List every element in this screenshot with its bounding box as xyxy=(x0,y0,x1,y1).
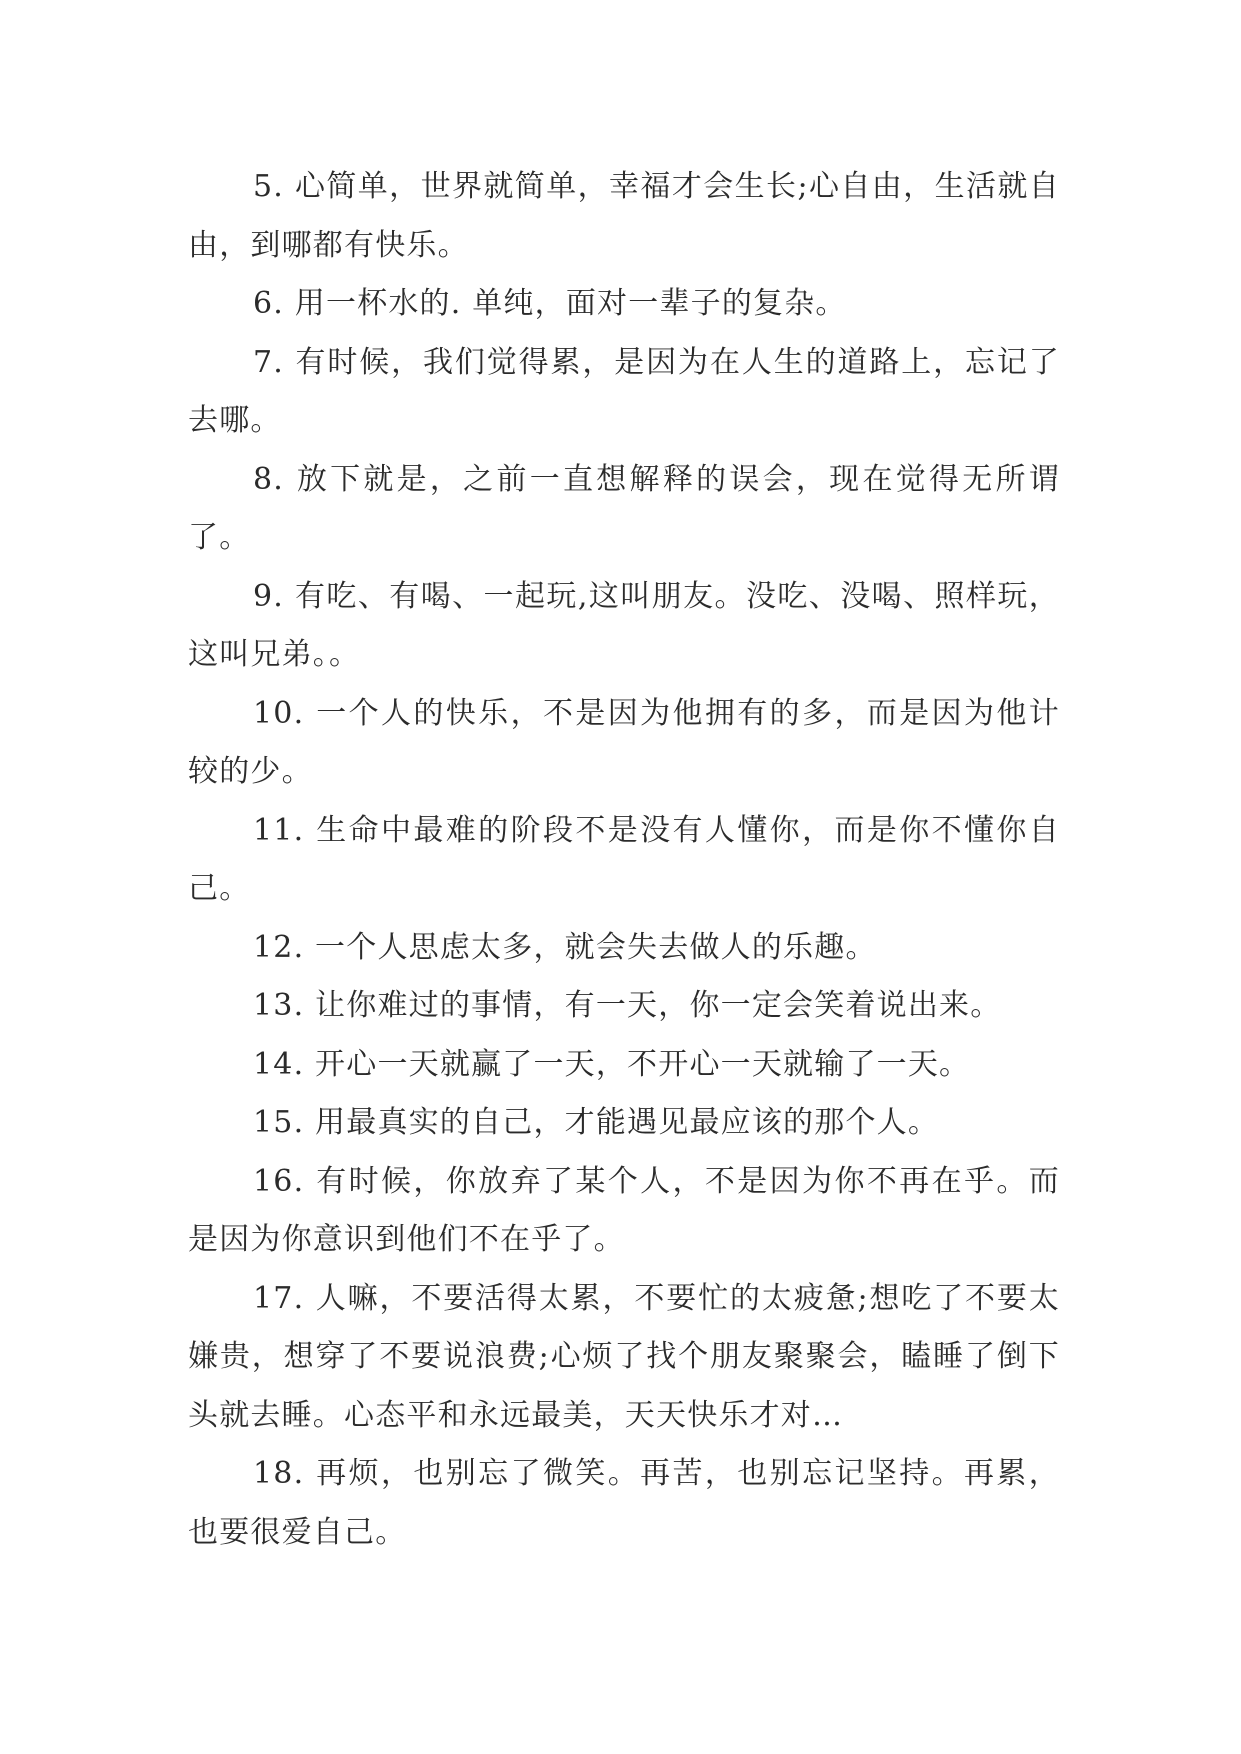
paragraph-15: 15. 用最真实的自己，才能遇见最应该的那个人。 xyxy=(253,1105,940,1140)
paragraph-5: 5. 心简单，世界就简单，幸福才会生长;心自由，生活就自由，到哪都有快乐。 xyxy=(188,169,1060,263)
paragraph-13: 13. 让你难过的事情，有一天，你一定会笑着说出来。 xyxy=(253,988,1002,1023)
paragraph-11: 11. 生命中最难的阶段不是没有人懂你，而是你不懂你自己。 xyxy=(188,812,1060,906)
paragraph-9: 9. 有吃、有喝、一起玩,这叫朋友。没吃、没喝、照样玩，这叫兄弟。。 xyxy=(188,578,1060,672)
paragraph-18: 18. 再烦，也别忘了微笑。再苦，也别忘记坚持。再累，也要很爱自己。 xyxy=(188,1456,1060,1550)
paragraph-8: 8. 放下就是，之前一直想解释的误会，现在觉得无所谓了。 xyxy=(188,461,1060,555)
paragraph-17: 17. 人嘛，不要活得太累，不要忙的太疲惫;想吃了不要太嫌贵，想穿了不要说浪费;心烦了找个朋友聚聚会，瞌睡了倒下头就去睡。心态平和永远最美，天天快乐才对… xyxy=(188,1280,1060,1433)
paragraph-6: 6. 用一杯水的. 单纯，面对一辈子的复杂。 xyxy=(253,286,847,321)
document-body xyxy=(188,158,1060,1562)
paragraph-16: 16. 有时候，你放弃了某个人，不是因为你不再在乎。而是因为你意识到他们不在乎了。 xyxy=(188,1163,1060,1257)
paragraph-7: 7. 有时候，我们觉得累，是因为在人生的道路上，忘记了去哪。 xyxy=(188,344,1060,438)
paragraph-14: 14. 开心一天就赢了一天，不开心一天就输了一天。 xyxy=(253,1046,971,1082)
paragraph-10: 10. 一个人的快乐，不是因为他拥有的多，而是因为他计较的少。 xyxy=(188,695,1060,789)
paragraph-12: 12. 一个人思虑太多，就会失去做人的乐趣。 xyxy=(253,929,877,965)
